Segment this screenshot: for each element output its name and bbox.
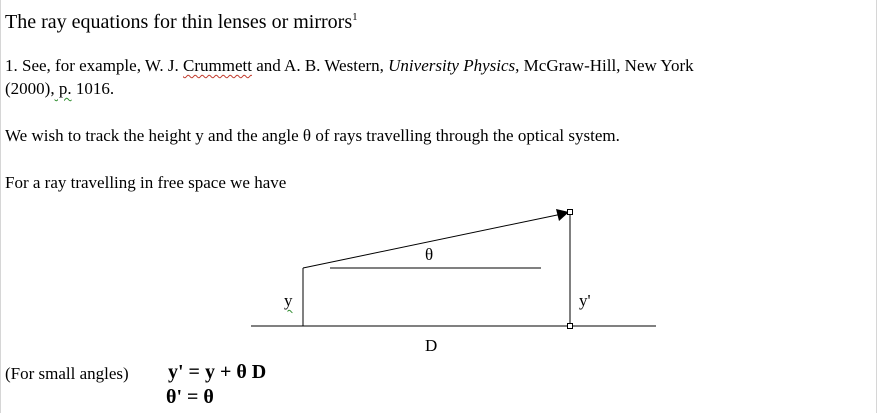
y-prime-label: y' [579, 291, 591, 310]
footnote-mark: 1 [352, 11, 358, 23]
body-sentence-free-space: For a ray travelling in free space we have [5, 173, 287, 192]
footnote-author-misspelled: Crummett [183, 56, 252, 75]
angle-equation: θ' = θ [166, 386, 214, 408]
footnote-mid: and A. B. Western, [251, 56, 389, 75]
footnote-book-title: University Physics [388, 56, 516, 75]
small-angle-condition: (For small angles) [5, 364, 129, 383]
height-equation: y' = y + θ D [168, 361, 267, 383]
selection-handle-bottom[interactable] [568, 324, 573, 329]
footnote-year: (2000), [5, 79, 55, 98]
selection-handle-top[interactable] [568, 210, 573, 215]
footnote-page-abbrev-flagged: p. [54, 79, 72, 98]
body-sentence-height-angle: We wish to track the height y and the angle θ of rays travelling through the optical system. [5, 126, 620, 145]
footnote-page-number: 1016. [71, 79, 115, 98]
footnote-prefix: 1. See, for example, W. J. [5, 56, 183, 75]
theta-label: θ [425, 245, 434, 264]
title-text: The ray equations for thin lenses or mirrors [5, 11, 353, 33]
y-label: y [284, 291, 293, 310]
distance-label: D [425, 336, 438, 355]
footnote-suffix: , McGraw-Hill, New York [515, 56, 694, 75]
